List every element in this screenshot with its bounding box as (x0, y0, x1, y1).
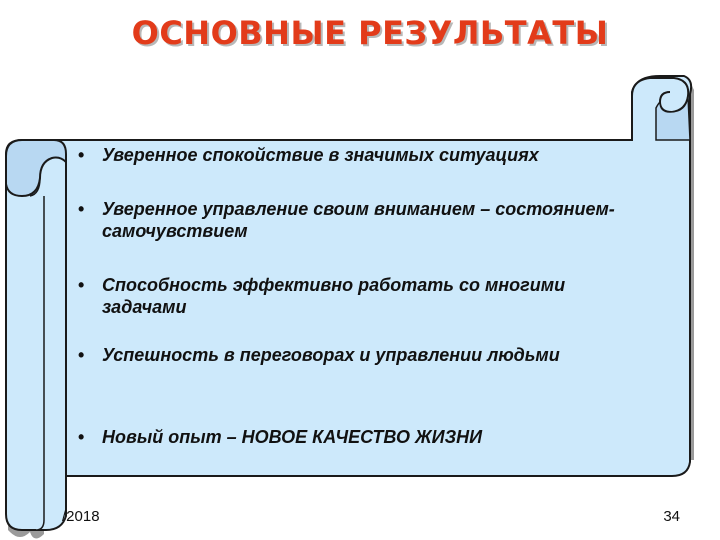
bullet-dot: • (78, 345, 85, 365)
bullet-dot: • (78, 199, 85, 219)
slide-title: ОСНОВНЫЕ РЕЗУЛЬТАТЫ (131, 14, 609, 52)
bullet-dot: • (78, 145, 85, 165)
list-item-text: Уверенное спокойствие в значимых ситуациях (102, 145, 539, 165)
list-item-text: Уверенное управление своим вниманием – состоянием-самочувствием (102, 199, 615, 241)
page-number: 34 (663, 508, 680, 525)
bullet-dot: • (78, 275, 85, 295)
list-item (74, 344, 654, 366)
list-item-text: Способность эффективно работать со многими задачами (102, 275, 566, 317)
list-item-text: Успешность в переговорах и управлении людьми (102, 345, 560, 365)
list-item (74, 426, 654, 448)
list-item (74, 198, 654, 242)
list-item (74, 144, 654, 166)
footer-date: /2018 (62, 508, 100, 525)
list-item-text: Новый опыт – НОВОЕ КАЧЕСТВО ЖИЗНИ (102, 427, 483, 447)
list-item (74, 274, 654, 318)
bullet-dot: • (78, 427, 85, 447)
